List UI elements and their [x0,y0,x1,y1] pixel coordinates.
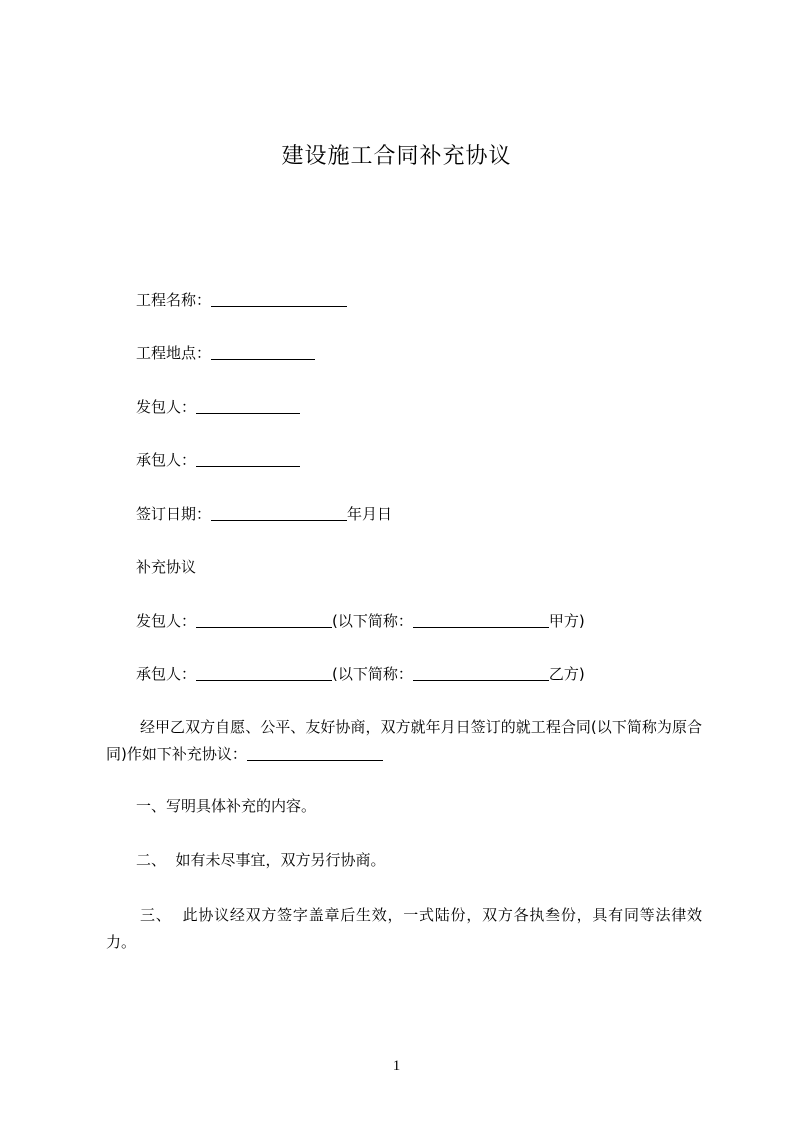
party-employer-abbr-suffix: 甲方) [548,612,585,630]
project-name-blank [211,292,347,307]
party-employer-blank [196,613,332,628]
project-name-label: 工程名称： [136,291,212,309]
party-contractor-line [136,663,585,685]
document-title: 建设施工合同补充协议 [281,144,512,169]
contractor-line [136,449,300,471]
employer-blank [196,399,300,414]
intro-paragraph [106,714,702,768]
contractor-label: 承包人： [136,451,197,469]
clause-3: 三、 此协议经双方签字盖章后生效，一式陆份，双方各执叁份，具有同等法律效力。 [106,906,702,951]
employer-label: 发包人： [136,398,197,416]
project-location-label: 工程地点： [136,344,212,362]
party-contractor-abbr-prefix: (以下简称： [332,665,413,683]
sign-date-line [136,503,392,525]
contractor-blank [196,452,300,467]
party-employer-abbr-blank [413,613,549,628]
project-location-blank [211,345,315,360]
party-contractor-abbr-suffix: 乙方) [548,665,585,683]
party-employer-line [136,610,585,632]
party-contractor-abbr-blank [413,666,549,681]
page-number: 1 [392,1058,401,1074]
sign-date-blank [211,506,347,521]
party-contractor-label: 承包人： [136,665,197,683]
project-location-line [136,342,315,364]
sign-date-suffix: 年月日 [347,505,393,523]
party-contractor-blank [196,666,332,681]
project-name-line [136,289,347,311]
intro-blank [247,746,383,761]
clause-2: 二、 如有未尽事宜，双方另行协商。 [136,851,386,869]
sign-date-label: 签订日期： [136,505,212,523]
party-employer-abbr-prefix: (以下简称： [332,612,413,630]
intro-text: 经甲乙双方自愿、公平、友好协商，双方就年月日签订的就工程合同(以下简称为原合同)作如下补充协议： [106,718,702,763]
section-heading: 补充协议 [136,558,197,576]
clause-1: 一、写明具体补充的内容。 [136,797,317,815]
party-employer-label: 发包人： [136,612,197,630]
employer-line [136,396,300,418]
